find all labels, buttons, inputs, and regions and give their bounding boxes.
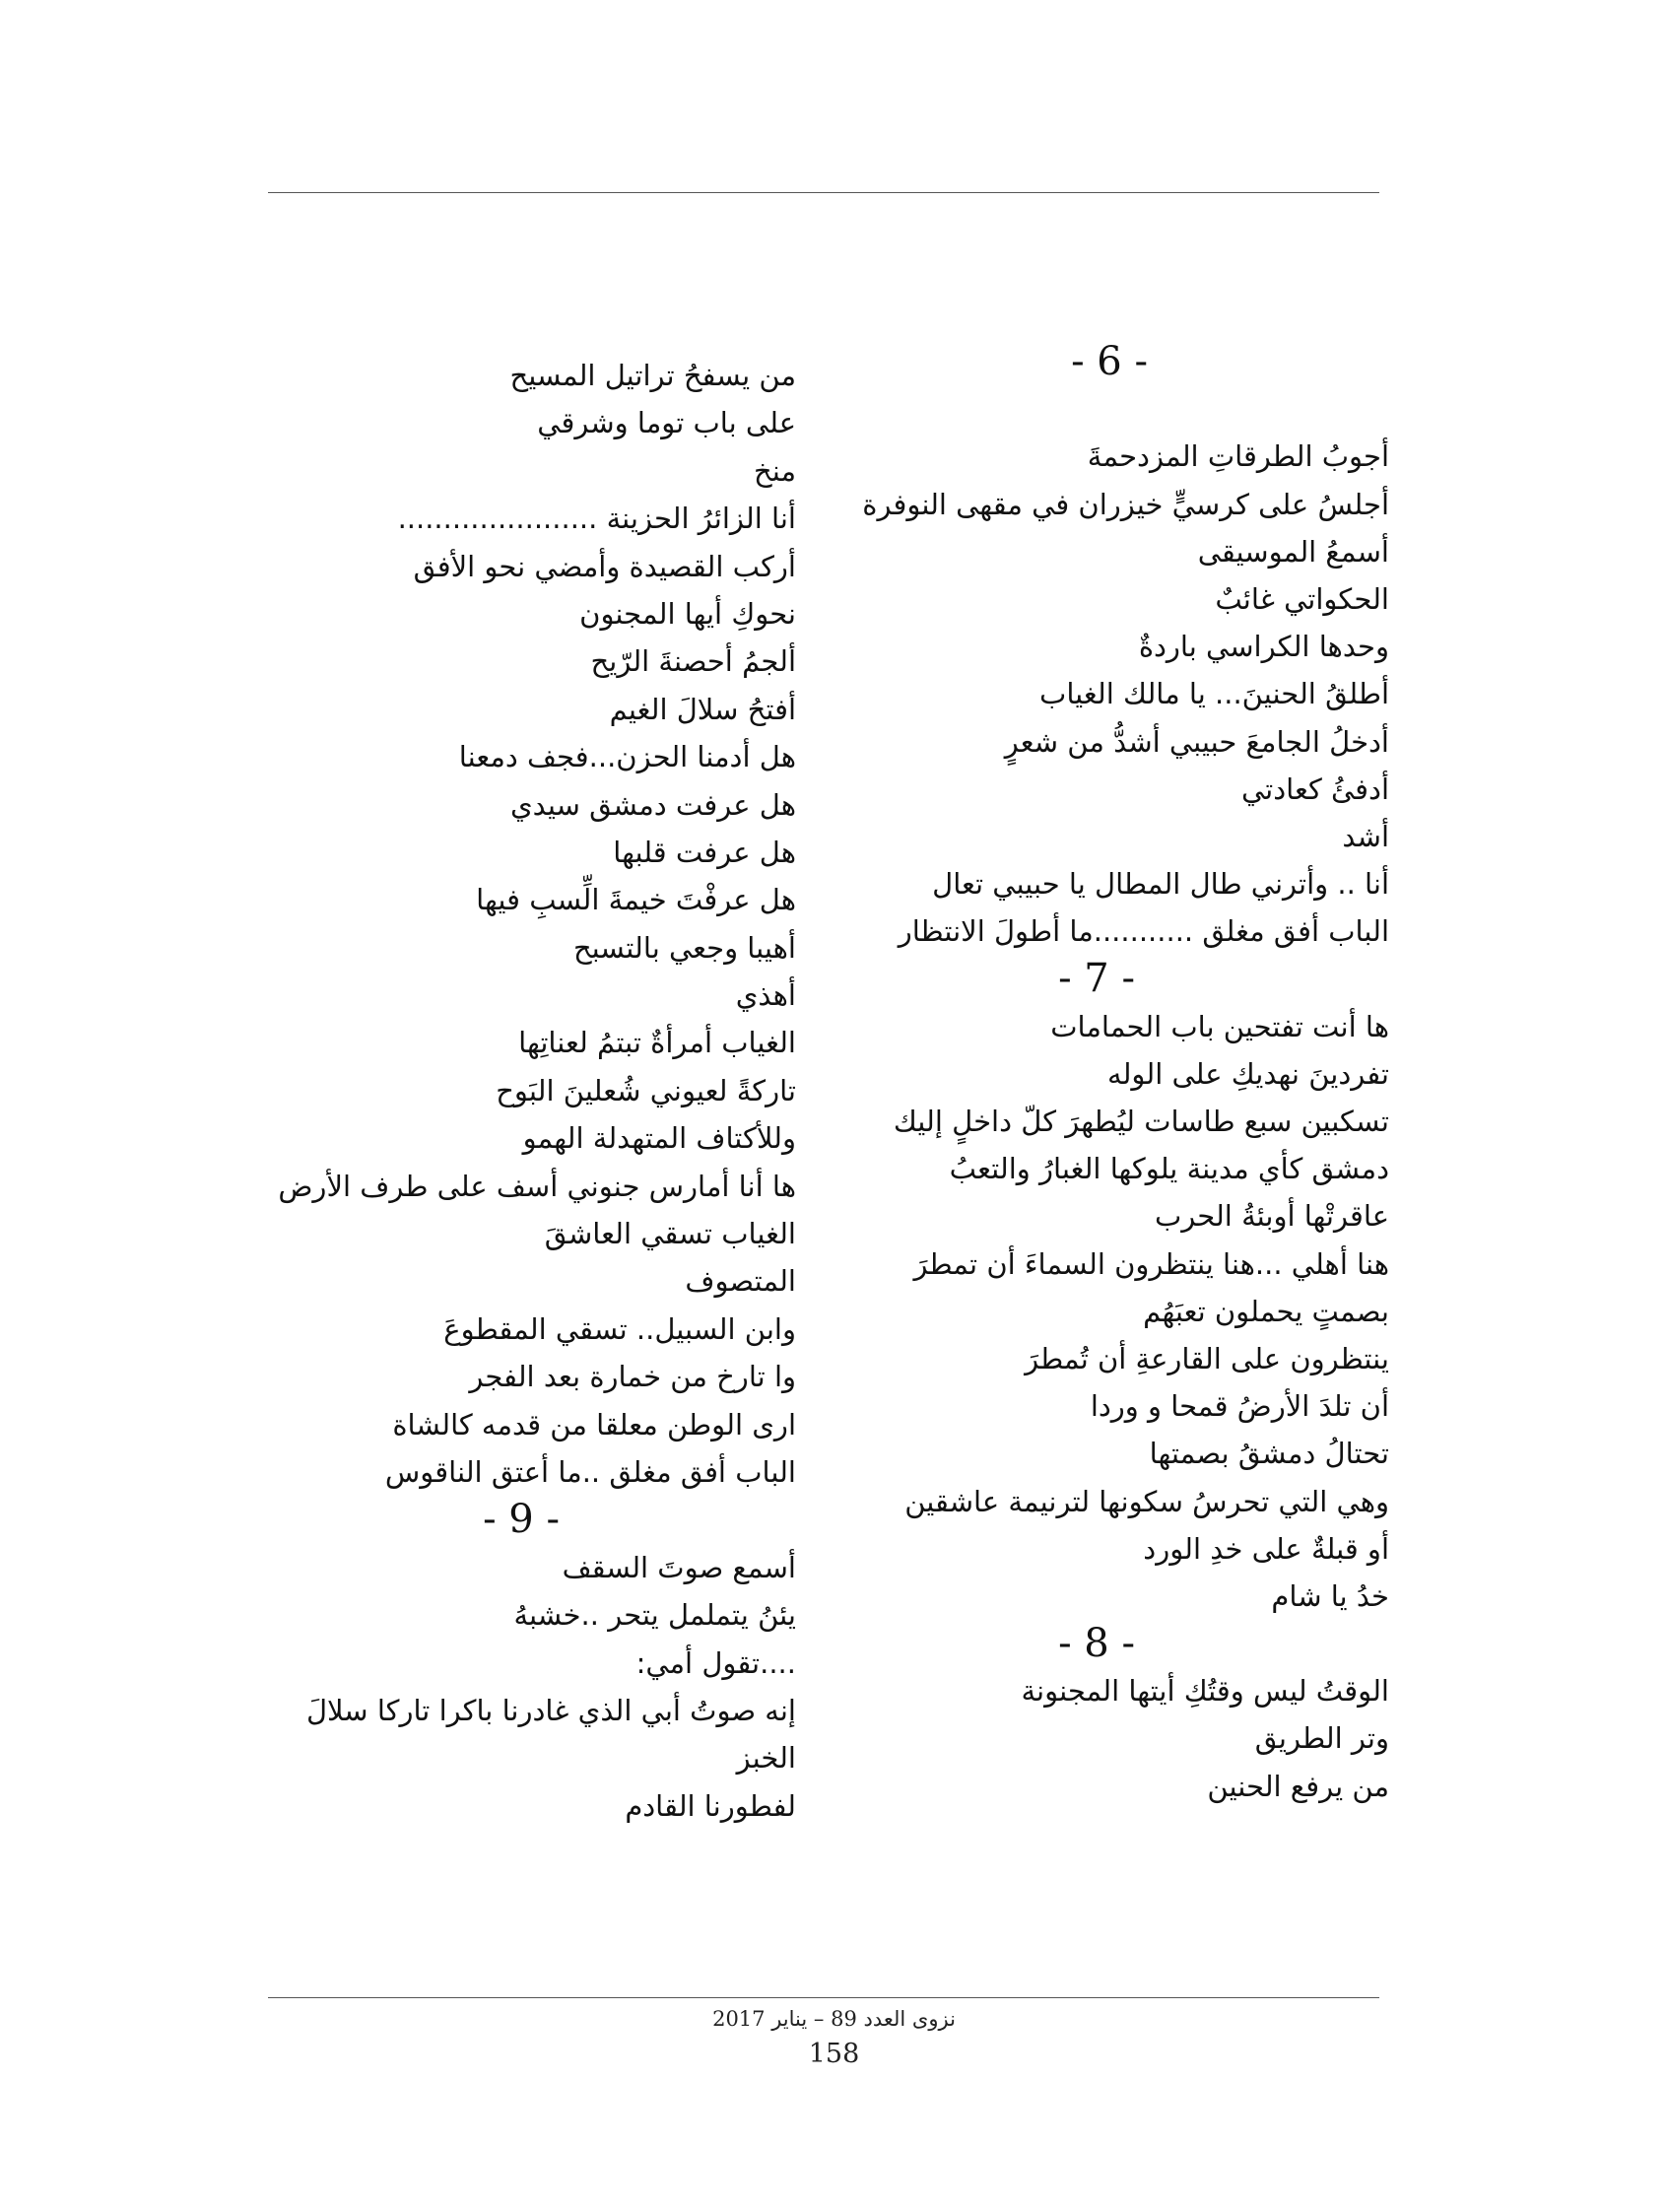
poem-line: أجلسُ على كرسيٍّ خيزران في مقهى النوفرة: [862, 487, 1389, 521]
poem-line: أدخلُ الجامعَ حبيبي أشدُّ من شعرٍ: [1004, 724, 1389, 759]
poem-line: هل عرفت قلبها: [613, 835, 796, 869]
stanza-gap: [828, 385, 1389, 433]
section-number: - 7 -: [1058, 956, 1135, 1002]
poem-line: أركب القصيدة وأمضي نحو الأفق: [413, 549, 796, 583]
poem-line: هل عرفت دمشق سيدي: [509, 787, 796, 822]
poem-column-right: [828, 338, 1389, 1810]
poem-line: أهيبا وجعي بالتسبح: [572, 930, 796, 965]
page-number: 158: [808, 2039, 860, 2069]
poem-line: هل أدمنا الحزن...فجف دمعنا: [458, 740, 796, 774]
section-number: - 8 -: [1058, 1621, 1135, 1667]
poem-line: ارى الوطن معلقا من قدمه كالشاة: [392, 1407, 796, 1441]
poem-line: يئنُ يتململ يتحر ..خشبهُ: [513, 1598, 796, 1633]
poem-line: وحدها الكراسي باردةٌ: [1138, 630, 1389, 664]
top-rule: [268, 192, 1379, 193]
poem-line: أفتحُ سلالَ الغيم: [609, 692, 796, 726]
poem-line: عاقرتْها أوبئةُ الحرب: [1154, 1199, 1389, 1234]
poem-line: أنا .. وأترني طال المطال يا حبيبي تعال: [932, 867, 1389, 902]
poem-line: وللأكتاف المتهدلة الهمو: [522, 1121, 796, 1156]
poem-line: هنا أهلي ...هنا ينتظرون السماءَ أن تمطرَ: [913, 1246, 1389, 1281]
poem-line: أطلقُ الحنينَ... يا مالك الغياب: [1039, 677, 1389, 711]
poem-line: وتر الطريق: [1254, 1721, 1389, 1756]
section-number: - 9 -: [483, 1497, 560, 1543]
poem-line: الحكواتي غائبٌ: [1215, 581, 1389, 616]
bottom-rule: [268, 1997, 1379, 1998]
poem-line: وابن السبيل.. تسقي المقطوعَ: [443, 1311, 796, 1346]
poem-line: الباب أفق مغلق ..ما أعتق الناقوس: [384, 1454, 796, 1489]
poem-line: ....تقول أمي:: [635, 1645, 796, 1680]
poem-line: هل عرفْتَ خيمةَ الِّسبِ فيها: [476, 883, 796, 917]
poem-line: تحتالُ دمشقُ بصمتها: [1149, 1437, 1389, 1471]
poem-line: تاركةً لعيوني شُعلينَ البَوح: [496, 1073, 796, 1107]
poem-line: ها أنت تفتحين باب الحمامات: [1050, 1009, 1389, 1043]
poem-column-left: [246, 352, 796, 1830]
poem-line: أنا الزائرُ الحزينة ......................: [397, 502, 796, 536]
poem-line: أهذي: [735, 978, 796, 1013]
poem-line: أجوبُ الطرقاتِ المزدحمةَ: [1087, 439, 1389, 474]
poem-line: الوقتُ ليس وقتُكِ أيتها المجنونة: [1021, 1674, 1389, 1709]
poem-line: منخ: [753, 453, 796, 488]
poem-line: ألجمُ أحصنةَ الرّيح: [590, 644, 796, 679]
poem-line: أشد: [1342, 819, 1389, 853]
poem-line: الغياب أمرأةٌ تبتمُ لعناتِها: [518, 1026, 796, 1060]
poem-line: على باب توما وشرقي: [537, 406, 796, 440]
poem-line: بصمتٍ يحملون تعبَهُم: [1143, 1294, 1389, 1328]
poem-line: أن تلدَ الأرضُ قمحا و وردا: [1090, 1389, 1389, 1424]
poem-line: تفردينَ نهديكِ على الوله: [1107, 1056, 1389, 1091]
poem-line: نحوكِ أيها المجنون: [579, 596, 796, 631]
poem-line: من يسفحُ تراتيل المسيح: [509, 359, 796, 392]
poem-line: أسمع صوتَ السقف: [562, 1550, 796, 1584]
poem-line: ينتظرون على القارعةِ أن تُمطرَ: [1025, 1341, 1389, 1375]
poem-line: وا تارخ من خمارة بعد الفجر: [469, 1360, 796, 1394]
poem-line: من يرفع الحنين: [1207, 1769, 1389, 1803]
poem-line: إنه صوتُ أبي الذي غادرنا باكرا تاركا سلالَ: [305, 1693, 796, 1727]
poem-line: الخبز: [736, 1741, 796, 1776]
poem-line: أدفئُ كعادتي: [1240, 771, 1389, 806]
section-number: - 6 -: [1071, 339, 1148, 384]
poem-line: وهي التي تحرسُ سكونها لترنيمة عاشقين: [904, 1484, 1389, 1518]
poem-line: تسكبين سبع طاسات ليُطهرَ كلّ داخلٍ إليك: [893, 1105, 1389, 1138]
poem-line: الباب أفق مغلق ...........ما أطولَ الانتظار: [898, 914, 1389, 949]
poem-line: الغياب تسقي العاشقَ: [544, 1217, 796, 1251]
poem-line: دمشق كأي مدينة يلوكها الغبارُ والتعبُ: [949, 1152, 1389, 1186]
poem-line: أسمعُ الموسيقى: [1197, 534, 1389, 569]
poem-line: خدُ يا شام: [1271, 1578, 1389, 1613]
footer-issue: نزوى العدد 89 – يناير 2017: [712, 2007, 956, 2031]
poem-line: المتصوف: [685, 1264, 796, 1299]
poem-line: ها أنا أمارس جنوني أسف على طرف الأرض: [278, 1169, 796, 1203]
poem-line: أو قبلةٌ على خدِ الورد: [1143, 1531, 1389, 1566]
poem-line: لفطورنا القادم: [625, 1788, 796, 1823]
